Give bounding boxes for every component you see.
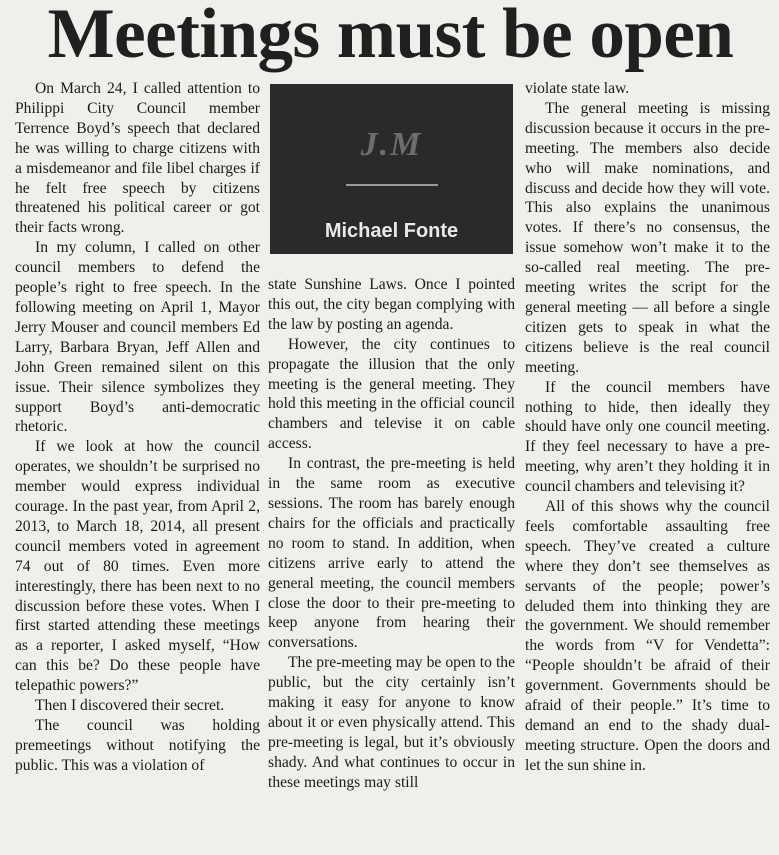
- paragraph: If the council members have nothing to hide, then ideally they should have only one council meeting. If they feel necessary to have a pre-meeting, why aren’t they holding it in council chambers and televising it?: [525, 378, 770, 496]
- paragraph: The council was holding premeetings without notifying the public. This was a violation of: [15, 717, 260, 774]
- column-3: [525, 79, 770, 776]
- paragraph: In my column, I called on other council members to defend the people’s right to free speech. In the following meeting on April 1, Mayor Jerry Mouser and council members Ed Larry, Barbara Bryan, Jeff Allen and John Green remained silent on this issue. Their silence symbolizes they support Boyd’s anti-democratic rhetoric.: [15, 239, 260, 436]
- paragraph: Then I discovered their secret.: [35, 697, 225, 715]
- paragraph: In contrast, the pre-meeting is held in the same room as executive sessions. The room has barely enough chairs for the officials and practically no room to stand. In addition, when citizens arrive early to attend the general meeting, the council members close the door to their pre-meeting to keep anyone from hearing their conversations.: [268, 455, 515, 652]
- column-2: [268, 275, 515, 793]
- paragraph: However, the city continues to propagate the illusion that the only meeting is the general meeting. They hold this meeting in the official council chambers and televise it on cable access.: [268, 335, 515, 453]
- paragraph: The pre-meeting may be open to the public, but the city certainly isn’t making it easy for anyone to know about it or even physically attend. This pre-meeting is legal, but it’s obviously shady. And what continues to occur in these meetings may still: [268, 654, 515, 791]
- headline: Meetings must be open: [47, 0, 734, 73]
- paragraph: All of this shows why the council feels comfortable assaulting free speech. They’ve created a culture where they don’t see themselves as servants of the people; power’s deluded them into thinking they are the government. We should remember the words from “V for Vendetta”: “People shouldn’t be afraid of their government. Governments should be afraid of their people.” It’s time to demand an end to the shady dual-meeting structure. Open the doors and let the sun shine in.: [525, 498, 770, 774]
- author-name: Michael Fonte: [324, 220, 459, 242]
- paragraph: state Sunshine Laws. Once I pointed this out, the city began complying with the law by posting an agenda.: [268, 276, 515, 333]
- paragraph: violate state law.: [525, 80, 630, 97]
- columnist-logo: J.M: [360, 126, 423, 163]
- paragraph: If we look at how the council operates, we shouldn’t be surprised no member would express individual courage. In the past year, from April 2, 2013, to March 18, 2014, all present council members voted in agreement 74 out of 80 times. Even more interestingly, there has been next to no discussion before these votes. When I first started attending these meetings as a reporter, I asked myself, “How can this be? Do these people have telepathic powers?”: [15, 438, 260, 695]
- logo-divider: [346, 184, 438, 186]
- columnist-mugshot-box: [270, 84, 513, 254]
- paragraph: The general meeting is missing discussion because it occurs in the pre-meeting. The members also decide who will make nominations, and discuss and decide how they will vote. This also explains the unanimous votes. If there’s no consensus, the issue somehow won’t make it to the so-called real meeting. The pre-meeting writes the script for the general meeting — all before a single citizen gets to speak in what the citizens believe is the real council meeting.: [525, 99, 770, 376]
- paragraph: On March 24, I called attention to Philippi City Council member Terrence Boyd’s speech that declared he was willing to charge citizens with a misdemeanor and file libel charges if he felt free speech by citizens threatened his political career or got their facts wrong.: [15, 80, 260, 237]
- column-1: [15, 79, 260, 776]
